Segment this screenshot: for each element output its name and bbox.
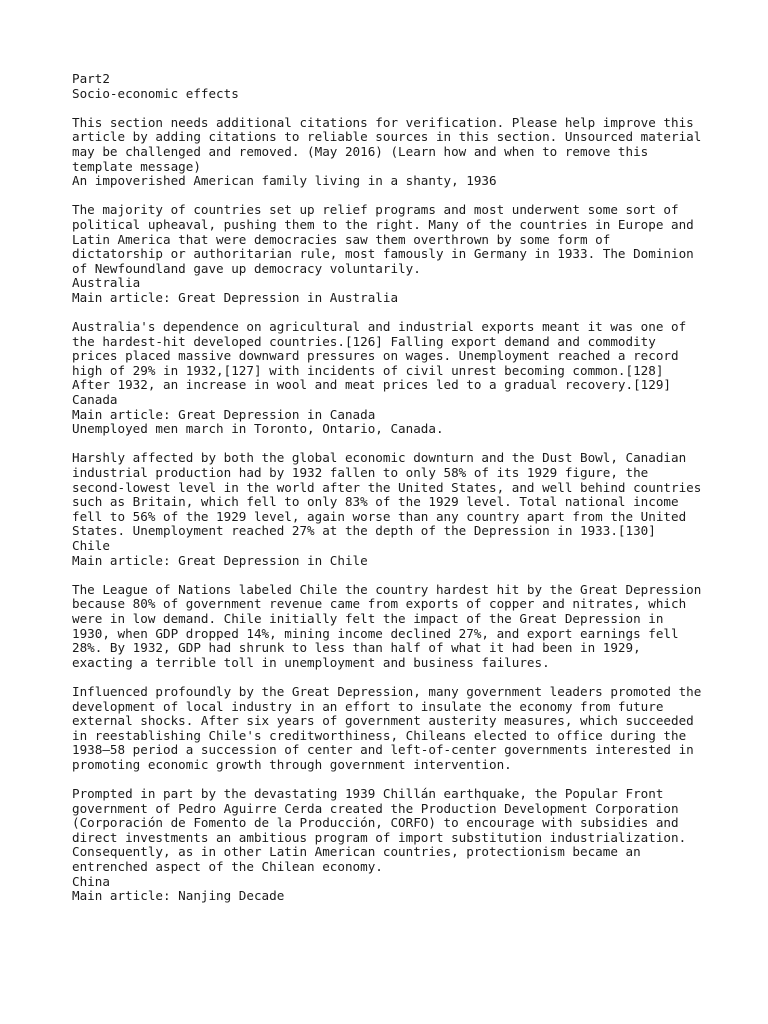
text-line: 1930, when GDP dropped 14%, mining income declined 27%, and export earnings fell bbox=[72, 625, 679, 641]
blank-line bbox=[72, 568, 712, 583]
text-line: development of local industry in an effort to insulate the economy from future bbox=[72, 698, 664, 714]
blank-line bbox=[72, 306, 712, 321]
text-line: exacting a terrible toll in unemployment and business failures. bbox=[72, 654, 550, 670]
text-line: China bbox=[72, 873, 110, 889]
text-line: high of 29% in 1932,[127] with incidents of civil unrest becoming common.[128] bbox=[72, 362, 664, 378]
text-line: because 80% of government revenue came from exports of copper and nitrates, which bbox=[72, 596, 687, 612]
blank-line bbox=[72, 101, 712, 116]
text-line: (Corporación de Fomento de la Producción, CORFO) to encourage with subsidies and bbox=[72, 815, 679, 831]
text-line: in reestablishing Chile's creditworthiness, Chileans elected to office during the bbox=[72, 727, 687, 743]
text-line: of Newfoundland gave up democracy voluntarily. bbox=[72, 260, 421, 276]
text-line: Australia's dependence on agricultural and industrial exports meant it was one of bbox=[72, 319, 687, 335]
text-line: fell to 56% of the 1929 level, again worse than any country apart from the United bbox=[72, 508, 687, 524]
text-line: 1938–58 period a succession of center and left-of-center governments interested in bbox=[72, 742, 694, 758]
text-line: Main article: Great Depression in Canada bbox=[72, 406, 376, 422]
text-line: States. Unemployment reached 27% at the depth of the Depression in 1933.[130] bbox=[72, 523, 656, 539]
text-line: Australia bbox=[72, 275, 141, 291]
text-line: Unemployed men march in Toronto, Ontario, Canada. bbox=[72, 421, 444, 437]
text-line: An impoverished American family living in a shanty, 1936 bbox=[72, 173, 497, 189]
text-line: Main article: Great Depression in Australia bbox=[72, 289, 399, 305]
text-line: direct investments an ambitious program of import substitution industrialization. bbox=[72, 829, 687, 845]
blank-line bbox=[72, 670, 712, 685]
text-line: template message) bbox=[72, 158, 201, 174]
blank-line bbox=[72, 189, 712, 204]
text-line: external shocks. After six years of government austerity measures, which succeeded bbox=[72, 713, 694, 729]
text-line: such as Britain, which fell to only 83% of the 1929 level. Total national income bbox=[72, 494, 679, 510]
text-line: Canada bbox=[72, 392, 118, 408]
blank-line bbox=[72, 437, 712, 452]
text-line: dictatorship or authoritarian rule, most famously in Germany in 1933. The Dominion bbox=[72, 246, 694, 262]
text-line: promoting economic growth through government intervention. bbox=[72, 756, 512, 772]
text-line: Harshly affected by both the global economic downturn and the Dust Bowl, Canadian bbox=[72, 450, 687, 466]
text-line: Prompted in part by the devastating 1939 Chillán earthquake, the Popular Front bbox=[72, 786, 664, 802]
text-line: the hardest-hit developed countries.[126] Falling export demand and commodity bbox=[72, 333, 656, 349]
text-line: The majority of countries set up relief programs and most underwent some sort of bbox=[72, 202, 679, 218]
text-line: Consequently, as in other Latin American countries, protectionism became an bbox=[72, 844, 641, 860]
text-line: political upheaval, pushing them to the right. Many of the countries in Europe and bbox=[72, 216, 694, 232]
text-line: entrenched aspect of the Chilean economy. bbox=[72, 859, 383, 875]
text-line: Main article: Great Depression in Chile bbox=[72, 552, 368, 568]
text-line: government of Pedro Aguirre Cerda created the Production Development Corporation bbox=[72, 800, 679, 816]
text-line: prices placed massive downward pressures on wages. Unemployment reached a record bbox=[72, 348, 679, 364]
text-line: may be challenged and removed. (May 2016) (Learn how and when to remove this bbox=[72, 143, 649, 159]
text-line: Main article: Nanjing Decade bbox=[72, 888, 285, 904]
text-line: Part2 bbox=[72, 71, 110, 86]
text-line: Influenced profoundly by the Great Depression, many government leaders promoted the bbox=[72, 683, 702, 699]
text-line: After 1932, an increase in wool and meat prices led to a gradual recovery.[129] bbox=[72, 377, 671, 393]
text-line: were in low demand. Chile initially felt the impact of the Great Depression in bbox=[72, 610, 664, 626]
text-line: 28%. By 1932, GDP had shrunk to less than half of what it had been in 1929, bbox=[72, 640, 641, 656]
text-line: Socio-economic effects bbox=[72, 85, 239, 101]
text-line: The League of Nations labeled Chile the country hardest hit by the Great Depression bbox=[72, 581, 702, 597]
text-line: second-lowest level in the world after the United States, and well behind countries bbox=[72, 479, 702, 495]
blank-line bbox=[72, 773, 712, 788]
text-line: Latin America that were democracies saw them overthrown by some form of bbox=[72, 231, 611, 247]
document-body bbox=[72, 72, 712, 904]
text-line: industrial production had by 1932 fallen to only 58% of its 1929 figure, the bbox=[72, 465, 649, 481]
text-line: This section needs additional citations for verification. Please help improve this bbox=[72, 114, 694, 130]
text-line: Chile bbox=[72, 538, 110, 553]
text-line: article by adding citations to reliable sources in this section. Unsourced material bbox=[72, 129, 702, 145]
